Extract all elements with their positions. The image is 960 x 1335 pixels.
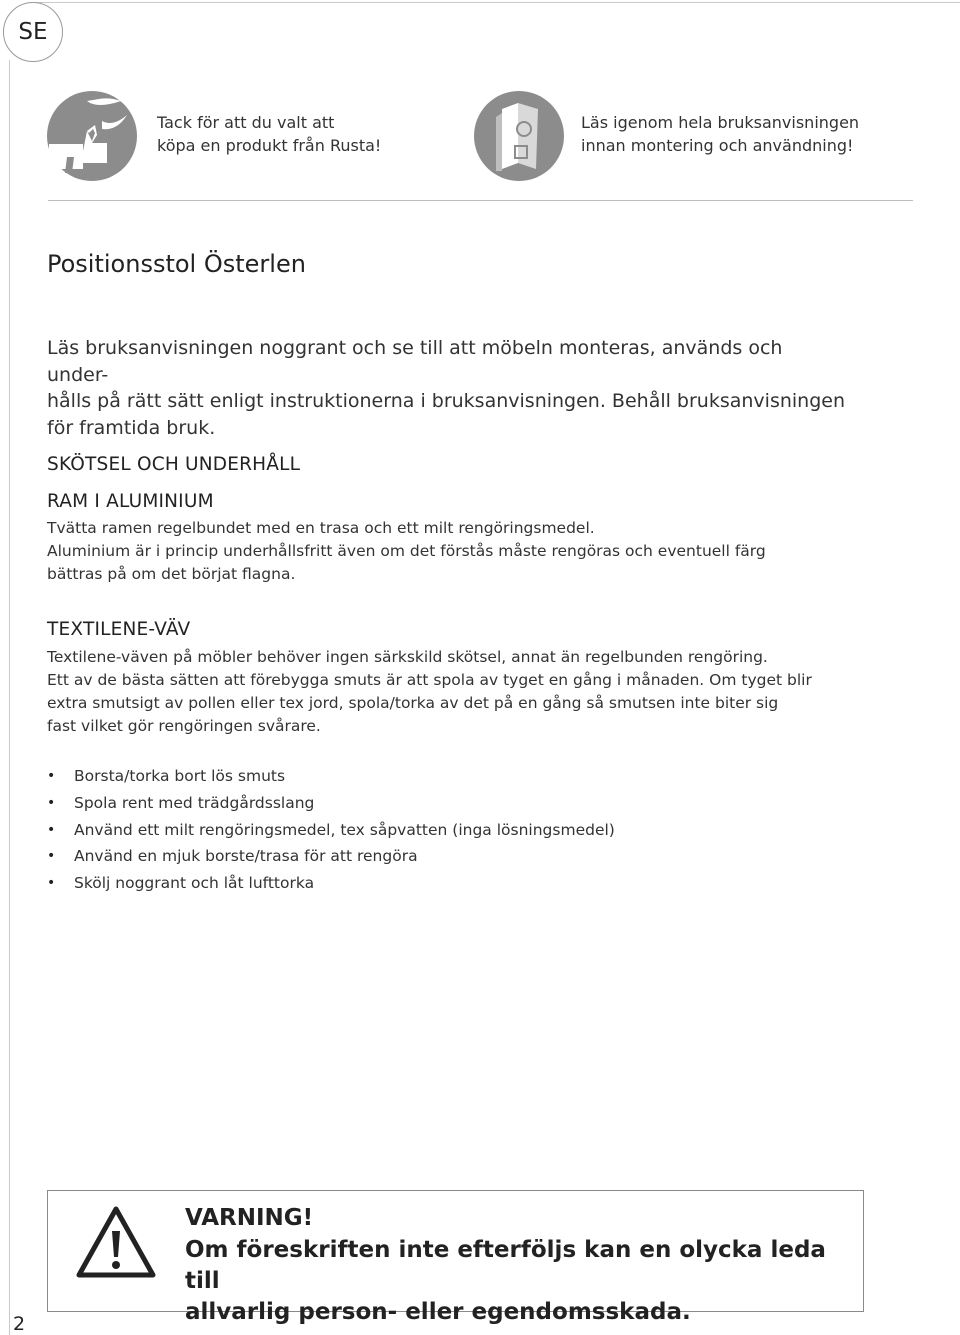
list-item: • Borsta/torka bort lös smuts xyxy=(47,763,615,790)
page-frame-left xyxy=(9,60,10,1335)
warning-line1: Om föreskriften inte efterföljs kan en olycka leda till xyxy=(185,1237,826,1294)
textilene-heading: TEXTILENE-VÄV xyxy=(47,619,191,640)
textilene-line4: fast vilket gör rengöringen svårare. xyxy=(47,717,321,735)
textilene-line3: extra smutsigt av pollen eller tex jord, spola/torka av det på en gång så smutsen inte biter sig xyxy=(47,694,779,712)
warning-box xyxy=(47,1190,864,1325)
intro-thanks-line2: köpa en produkt från Rusta! xyxy=(157,136,382,155)
care-heading: SKÖTSEL OCH UNDERHÅLL xyxy=(47,454,301,475)
aluminium-line2: Aluminium är i princip underhållsfritt även om det förstås måste rengöras och eventuell färg xyxy=(47,542,766,560)
language-badge: SE xyxy=(3,2,63,62)
page-number: 2 xyxy=(13,1313,26,1335)
page-frame-top xyxy=(30,2,960,3)
lead-line2: hålls på rätt sätt enligt instruktionerna i bruksanvisningen. Behåll bruksanvisningen xyxy=(47,390,846,412)
list-item: • Använd en mjuk borste/trasa för att rengöra xyxy=(47,843,615,870)
lead-line3: för framtida bruk. xyxy=(47,416,216,439)
lead-paragraph xyxy=(47,335,847,441)
list-item: • Skölj noggrant och låt lufttorka xyxy=(47,870,615,897)
intro-manual-text xyxy=(581,111,911,157)
textilene-line1: Textilene-väven på möbler behöver ingen särkskild skötsel, annat än regelbunden rengöring. xyxy=(47,648,768,666)
page-title: Positionsstol Österlen xyxy=(47,250,306,278)
textilene-line2: Ett av de bästa sätten att förebygga smuts är att spola av tyget en gång i månaden. Om tyget blir xyxy=(47,671,812,689)
list-item: • Spola rent med trädgårdsslang xyxy=(47,790,615,817)
warning-title: VARNING! xyxy=(185,1205,314,1231)
warning-triangle-icon xyxy=(76,1205,156,1279)
aluminium-paragraph xyxy=(47,517,887,586)
aluminium-heading: RAM I ALUMINIUM xyxy=(47,491,214,512)
intro-thanks-line1: Tack för att du valt att xyxy=(157,113,335,132)
lead-line1: Läs bruksanvisningen noggrant och se till att möbeln monteras, används och under- xyxy=(47,337,783,386)
aluminium-line3: bättras på om det börjat flagna. xyxy=(47,565,296,583)
textilene-paragraph xyxy=(47,646,887,738)
aluminium-line1: Tvätta ramen regelbundet med en trasa och ett milt rengöringsmedel. xyxy=(47,519,595,537)
warning-text xyxy=(185,1235,845,1328)
intro-manual-line2: innan montering och användning! xyxy=(581,136,854,155)
hand-thumbs-up-icon xyxy=(47,91,137,181)
intro-manual-line1: Läs igenom hela bruksanvisningen xyxy=(581,113,860,132)
warning-line2: allvarlig person- eller egendomsskada. xyxy=(185,1299,691,1325)
list-item: • Använd ett milt rengöringsmedel, tex såpvatten (inga lösningsmedel) xyxy=(47,817,615,844)
care-bullet-list xyxy=(47,763,615,897)
manual-book-icon xyxy=(474,91,564,181)
header-divider xyxy=(48,200,913,201)
intro-thanks-text xyxy=(157,111,417,157)
